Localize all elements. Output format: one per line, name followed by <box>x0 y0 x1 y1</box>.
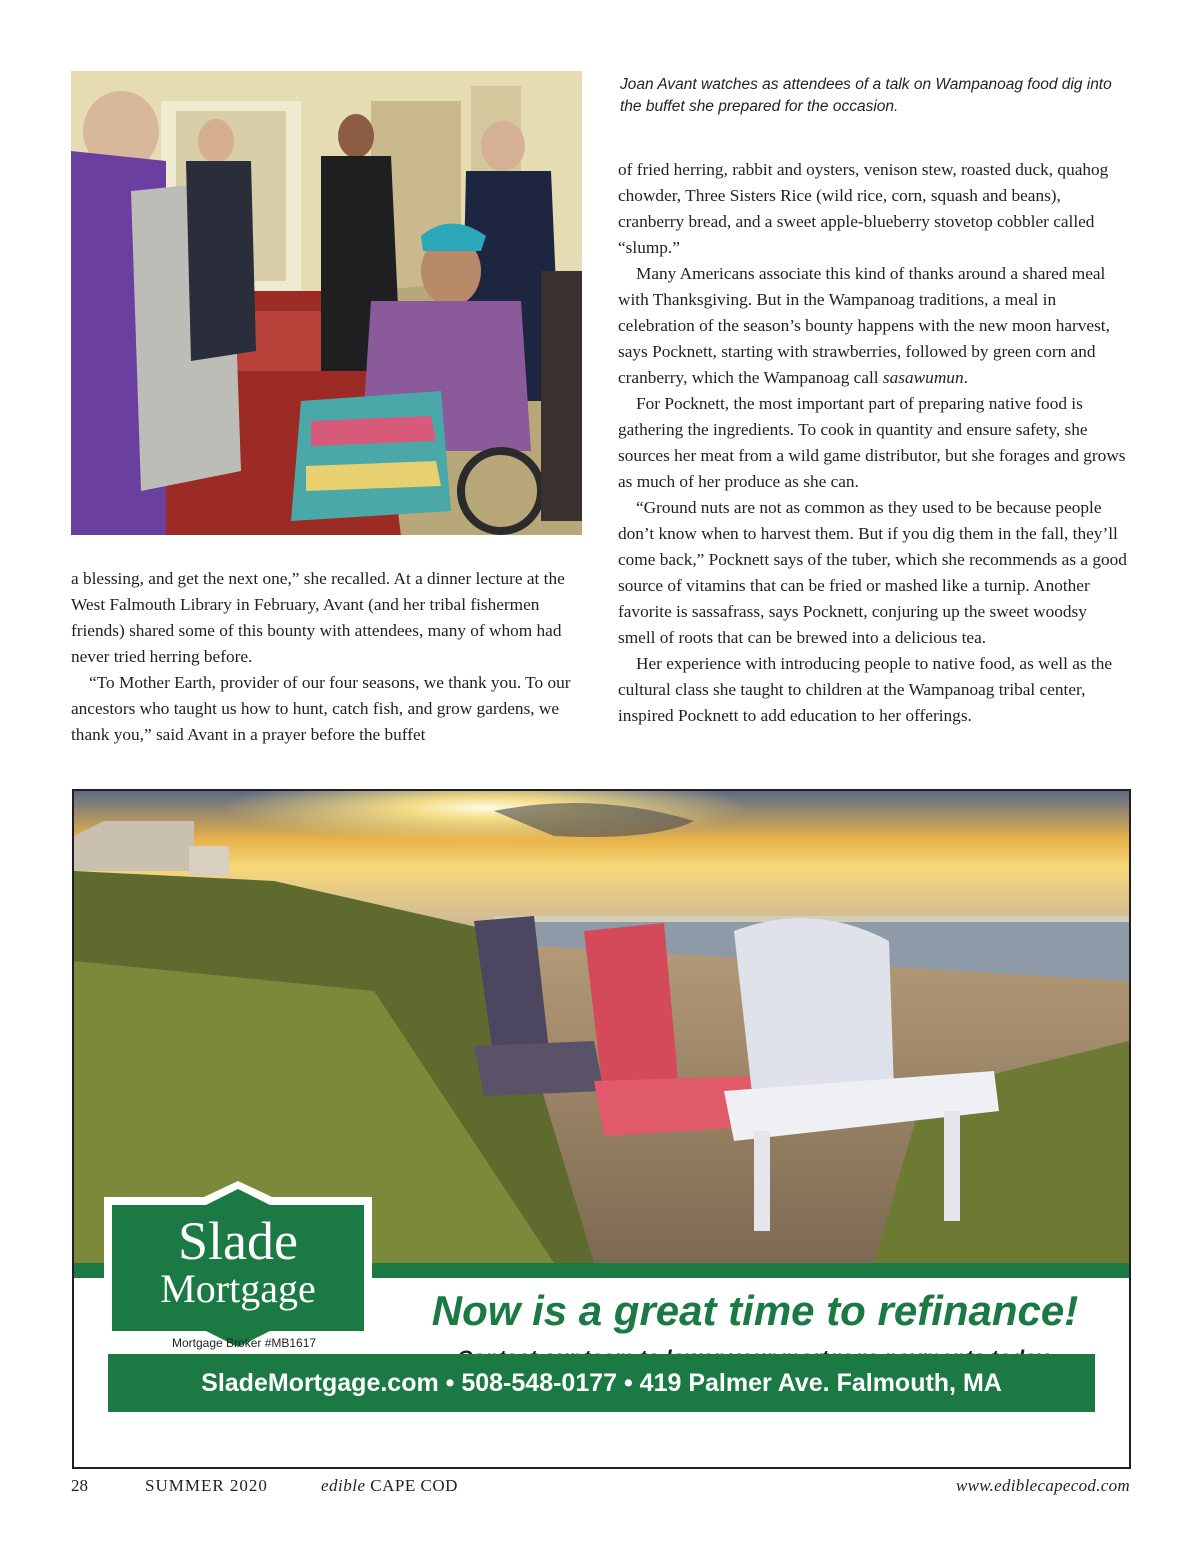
event-photo <box>71 71 582 535</box>
article-paragraph: a blessing, and get the next one,” she recalled. At a dinner lecture at the West Falmouth Library in February, Avant (and her tribal fishermen friends) shared some of this bounty with attendees, many of whom had never tried herring before. <box>71 569 565 666</box>
article-paragraph: For Pocknett, the most important part of preparing native food is gathering the ingredients. To cook in quantity and ensure safety, she sources her meat from a wild game distributor, but she forages and grows as much of her produce as she can. <box>618 394 1126 491</box>
article-paragraph: “To Mother Earth, provider of our four seasons, we thank you. To our ancestors who taught us how to hunt, catch fish, and grow gardens, we thank you,” said Avant in a prayer before the buffet <box>71 673 571 744</box>
contact-bar[interactable]: SladeMortgage.com • 508-548-0177 • 419 Palmer Ave. Falmouth, MA <box>108 1354 1095 1412</box>
page-number: 28 <box>71 1476 88 1495</box>
photo-caption: Joan Avant watches as attendees of a talk on Wampanoag food dig into the buffet she prepared for the occasion. <box>620 76 1112 115</box>
mortgage-advertisement[interactable] <box>72 789 1131 1469</box>
article-paragraph: Her experience with introducing people to native food, as well as the cultural class she taught to children at the Wampanoag tribal center, inspired Pocknett to add education to her offerings. <box>618 654 1113 725</box>
article-column-left <box>71 566 581 748</box>
slade-mortgage-logo[interactable] <box>102 1179 374 1357</box>
paragraph-end: . <box>963 368 968 387</box>
magazine-name-rest: CAPE COD <box>365 1476 458 1495</box>
article-paragraph: of fried herring, rabbit and oysters, venison stew, roasted duck, quahog chowder, Three Sisters Rice (wild rice, corn, squash and beans), cranberry bread, and a sweet apple-blueberry stovetop cobbler called “slump.” <box>618 160 1109 257</box>
paragraph-text: Many Americans associate this kind of thanks around a shared meal with Thanksgiving. But in the Wampanoag traditions, a meal in celebration of the season’s bounty happens with the new moon harvest, says Pocknett, starting with strawberries, followed by green corn and cranberry, which the Wampanoag call <box>618 264 1110 387</box>
article-paragraph <box>618 261 1128 391</box>
broker-license: Mortgage Broker #MB1617 <box>172 1336 317 1350</box>
magazine-name <box>321 1476 458 1496</box>
article-paragraph: “Ground nuts are not as common as they used to be because people don’t know when to harvest them. But if you dig them in the fall, they’ll come back,” Pocknett says of the tuber, which she recommends as a good source of vitamins that can be fried or mashed like a turnip. Another favorite is sassafrass, says Pocknett, conjuring up the sweet woodsy smell of roots that can be brewed into a delicious tea. <box>618 498 1127 647</box>
ad-headline: Now is a great time to refinance! <box>431 1287 1079 1334</box>
website-link[interactable]: www.ediblecapecod.com <box>955 1476 1130 1495</box>
article-column-right <box>618 157 1128 729</box>
magazine-name-italic: edible <box>321 1476 366 1495</box>
issue-label: SUMMER 2020 <box>145 1476 268 1495</box>
logo-line-1: Slade <box>178 1211 298 1271</box>
wampanoag-term: sasawumun <box>882 368 964 387</box>
logo-line-2: Mortgage <box>160 1266 316 1311</box>
